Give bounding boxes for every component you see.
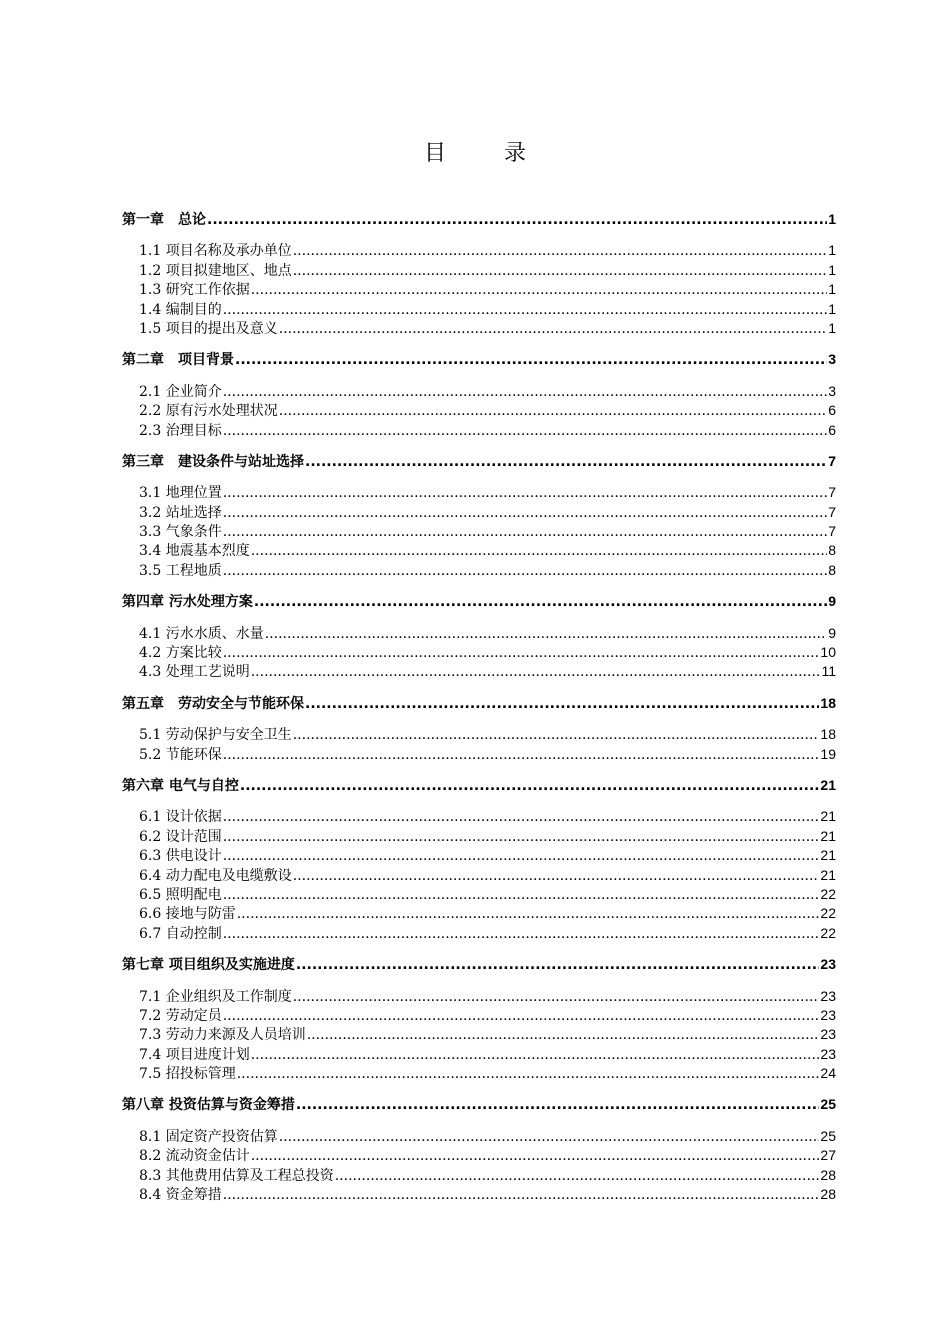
toc-section-entry[interactable] bbox=[122, 522, 836, 541]
dot-leader bbox=[293, 988, 820, 1007]
toc-chapter-entry[interactable] bbox=[122, 776, 836, 795]
dot-leader bbox=[293, 262, 827, 281]
toc-entry-page-number: 6 bbox=[828, 421, 836, 438]
toc-entry-label: 3.1 地理位置 bbox=[139, 485, 222, 502]
dot-leader bbox=[251, 542, 827, 561]
dot-leader bbox=[251, 1046, 820, 1065]
toc-entry-label: 8.3 其他费用估算及工程总投资 bbox=[139, 1167, 334, 1184]
toc-section-entry[interactable] bbox=[122, 924, 836, 943]
toc-entry-page-number: 23 bbox=[820, 956, 836, 973]
toc-entry-page-number: 22 bbox=[820, 924, 836, 941]
toc-section-entry[interactable] bbox=[122, 807, 836, 826]
toc-section-entry[interactable] bbox=[122, 725, 836, 744]
toc-entry-page-number: 1 bbox=[828, 319, 836, 336]
dot-leader bbox=[251, 281, 827, 300]
toc-entry-page-number: 7 bbox=[828, 452, 836, 469]
toc-section-entry[interactable] bbox=[122, 241, 836, 260]
toc-section-entry[interactable] bbox=[122, 561, 836, 580]
dot-leader bbox=[223, 484, 827, 503]
toc-entry-page-number: 9 bbox=[828, 593, 836, 610]
toc-entry-label: 6.1 设计依据 bbox=[139, 809, 222, 826]
dot-leader bbox=[240, 777, 820, 796]
toc-entry-label: 7.4 项目进度计划 bbox=[139, 1046, 250, 1063]
toc-entry-label: 6.5 照明配电 bbox=[139, 886, 222, 903]
toc-entry-page-number: 28 bbox=[820, 1186, 836, 1203]
toc-entry-label: 8.1 固定资产投资估算 bbox=[139, 1128, 278, 1145]
toc-entry-label: 6.3 供电设计 bbox=[139, 848, 222, 865]
toc-entry-page-number: 28 bbox=[820, 1166, 836, 1183]
dot-leader bbox=[223, 422, 827, 441]
toc-entry-page-number: 19 bbox=[820, 745, 836, 762]
toc-entry-label: 第一章 总论 bbox=[122, 212, 206, 228]
toc-section-entry[interactable] bbox=[122, 1064, 836, 1083]
toc-entry-label: 1.3 研究工作依据 bbox=[139, 282, 250, 299]
toc-entry-page-number: 11 bbox=[821, 663, 836, 680]
toc-section-entry[interactable] bbox=[122, 643, 836, 662]
toc-entry-label: 第七章 项目组织及实施进度 bbox=[122, 957, 295, 974]
dot-leader bbox=[223, 808, 820, 827]
dot-leader bbox=[279, 1128, 820, 1147]
toc-section-entry[interactable] bbox=[122, 319, 836, 338]
toc-entry-page-number: 3 bbox=[828, 382, 836, 399]
toc-section-entry[interactable] bbox=[122, 1025, 836, 1044]
toc-title-char-2: 录 bbox=[504, 141, 527, 166]
toc-entry-label: 1.1 项目名称及承办单位 bbox=[139, 243, 292, 260]
toc-section-entry[interactable] bbox=[122, 300, 836, 319]
dot-leader bbox=[207, 211, 827, 230]
toc-entry-page-number: 1 bbox=[828, 261, 836, 278]
dot-leader bbox=[293, 726, 820, 745]
toc-section-entry[interactable] bbox=[122, 745, 836, 764]
toc-entry-label: 1.4 编制目的 bbox=[139, 301, 222, 318]
toc-entry-page-number: 8 bbox=[828, 561, 836, 578]
toc-section-entry[interactable] bbox=[122, 1006, 836, 1025]
toc-section-entry[interactable] bbox=[122, 885, 836, 904]
toc-entry-page-number: 18 bbox=[820, 694, 836, 711]
dot-leader bbox=[223, 886, 820, 905]
toc-entry-page-number: 18 bbox=[820, 726, 836, 743]
toc-entry-page-number: 1 bbox=[828, 300, 836, 317]
dot-leader bbox=[223, 383, 827, 402]
dot-leader bbox=[223, 925, 820, 944]
toc-title-char-1: 目 bbox=[423, 141, 446, 166]
toc-entry-page-number: 23 bbox=[820, 1045, 836, 1062]
toc-entry-label: 2.1 企业简介 bbox=[139, 383, 222, 400]
toc-chapter-entry[interactable] bbox=[122, 210, 836, 229]
toc-entry-page-number: 1 bbox=[828, 242, 836, 259]
dot-leader bbox=[307, 1026, 820, 1045]
toc-entry-label: 第八章 投资估算与资金筹措 bbox=[122, 1097, 295, 1114]
toc-entry-page-number: 23 bbox=[820, 1006, 836, 1023]
toc-entry-label: 第六章 电气与自控 bbox=[122, 777, 239, 794]
dot-leader bbox=[293, 242, 827, 261]
toc-section-entry[interactable] bbox=[122, 401, 836, 420]
toc-entry-label: 7.2 劳动定员 bbox=[139, 1007, 222, 1024]
toc-section-entry[interactable] bbox=[122, 1146, 836, 1165]
toc-entry-label: 3.3 气象条件 bbox=[139, 524, 222, 541]
toc-entry-page-number: 22 bbox=[820, 905, 836, 922]
dot-leader bbox=[223, 504, 827, 523]
toc-entry-page-number: 3 bbox=[828, 351, 836, 368]
toc-section-entry[interactable] bbox=[122, 421, 836, 440]
toc-entry-page-number: 22 bbox=[820, 885, 836, 902]
toc-entry-page-number: 25 bbox=[820, 1096, 836, 1113]
toc-section-entry[interactable] bbox=[122, 904, 836, 923]
toc-entry-page-number: 21 bbox=[820, 847, 836, 864]
toc-entry-label: 4.3 处理工艺说明 bbox=[139, 664, 250, 681]
dot-leader bbox=[223, 746, 820, 765]
toc-section-entry[interactable] bbox=[122, 866, 836, 885]
toc-entry-label: 5.2 节能环保 bbox=[139, 746, 222, 763]
toc-entry-page-number: 23 bbox=[820, 987, 836, 1004]
toc-entry-label: 3.5 工程地质 bbox=[139, 562, 222, 579]
dot-leader bbox=[305, 453, 827, 472]
dot-leader bbox=[223, 644, 820, 663]
toc-entry-page-number: 7 bbox=[828, 503, 836, 520]
table-of-contents bbox=[122, 210, 836, 1204]
toc-entry-label: 3.4 地震基本烈度 bbox=[139, 543, 250, 560]
toc-entry-page-number: 21 bbox=[820, 827, 836, 844]
toc-entry-page-number: 21 bbox=[820, 808, 836, 825]
toc-entry-label: 7.1 企业组织及工作制度 bbox=[139, 988, 292, 1005]
toc-section-entry[interactable] bbox=[122, 987, 836, 1006]
toc-title bbox=[0, 136, 950, 167]
dot-leader bbox=[235, 351, 827, 370]
toc-section-entry[interactable] bbox=[122, 1045, 836, 1064]
toc-section-entry[interactable] bbox=[122, 503, 836, 522]
toc-entry-label: 1.5 项目的提出及意义 bbox=[139, 320, 278, 337]
toc-entry-label: 4.1 污水水质、水量 bbox=[139, 625, 264, 642]
toc-section-entry[interactable] bbox=[122, 662, 836, 681]
dot-leader bbox=[279, 320, 827, 339]
toc-section-entry[interactable] bbox=[122, 483, 836, 502]
toc-entry-page-number: 23 bbox=[820, 1026, 836, 1043]
dot-leader bbox=[293, 867, 820, 886]
toc-entry-label: 8.2 流动资金估计 bbox=[139, 1148, 250, 1165]
dot-leader bbox=[237, 1065, 820, 1084]
dot-leader bbox=[223, 1186, 820, 1205]
toc-entry-page-number: 7 bbox=[828, 484, 836, 501]
toc-section-entry[interactable] bbox=[122, 280, 836, 299]
toc-entry-label: 2.3 治理目标 bbox=[139, 422, 222, 439]
toc-entry-label: 5.1 劳动保护与安全卫生 bbox=[139, 727, 292, 744]
toc-entry-label: 第二章 项目背景 bbox=[122, 352, 234, 369]
dot-leader bbox=[251, 663, 821, 682]
dot-leader bbox=[279, 402, 827, 421]
toc-entry-page-number: 24 bbox=[820, 1065, 836, 1082]
toc-entry-page-number: 21 bbox=[820, 866, 836, 883]
toc-entry-page-number: 27 bbox=[820, 1147, 836, 1164]
toc-entry-label: 6.7 自动控制 bbox=[139, 925, 222, 942]
dot-leader bbox=[254, 593, 827, 612]
toc-section-entry[interactable] bbox=[122, 827, 836, 846]
dot-leader bbox=[223, 301, 827, 320]
toc-entry-page-number: 21 bbox=[820, 776, 836, 793]
toc-entry-label: 6.6 接地与防雷 bbox=[139, 906, 236, 923]
dot-leader bbox=[335, 1167, 820, 1186]
toc-chapter-entry[interactable] bbox=[122, 452, 836, 471]
toc-entry-label: 2.2 原有污水处理状况 bbox=[139, 403, 278, 420]
toc-entry-label: 8.4 资金筹措 bbox=[139, 1187, 222, 1204]
dot-leader bbox=[223, 847, 820, 866]
toc-entry-label: 第五章 劳动安全与节能环保 bbox=[122, 695, 304, 712]
toc-entry-page-number: 10 bbox=[820, 644, 836, 661]
toc-section-entry[interactable] bbox=[122, 541, 836, 560]
dot-leader bbox=[223, 828, 820, 847]
toc-entry-page-number: 9 bbox=[828, 624, 836, 641]
toc-section-entry[interactable] bbox=[122, 1127, 836, 1146]
toc-entry-label: 第四章 污水处理方案 bbox=[122, 594, 253, 611]
toc-section-entry[interactable] bbox=[122, 1185, 836, 1204]
toc-entry-page-number: 8 bbox=[828, 542, 836, 559]
toc-entry-page-number: 25 bbox=[820, 1127, 836, 1144]
toc-entry-label: 3.2 站址选择 bbox=[139, 504, 222, 521]
dot-leader bbox=[265, 625, 827, 644]
toc-entry-label: 7.5 招投标管理 bbox=[139, 1066, 236, 1083]
toc-entry-label: 7.3 劳动力来源及人员培训 bbox=[139, 1027, 306, 1044]
toc-chapter-entry[interactable] bbox=[122, 1095, 836, 1114]
toc-entry-page-number: 1 bbox=[828, 211, 836, 227]
dot-leader bbox=[251, 1147, 820, 1166]
dot-leader bbox=[296, 956, 820, 975]
toc-entry-label: 1.2 项目拟建地区、地点 bbox=[139, 262, 292, 279]
dot-leader bbox=[296, 1096, 820, 1115]
toc-entry-label: 4.2 方案比较 bbox=[139, 645, 222, 662]
toc-chapter-entry[interactable] bbox=[122, 592, 836, 611]
toc-section-entry[interactable] bbox=[122, 261, 836, 280]
toc-section-entry[interactable] bbox=[122, 846, 836, 865]
toc-chapter-entry[interactable] bbox=[122, 955, 836, 974]
toc-entry-page-number: 6 bbox=[828, 402, 836, 419]
dot-leader bbox=[237, 905, 820, 924]
toc-entry-label: 6.4 动力配电及电缆敷设 bbox=[139, 867, 292, 884]
toc-section-entry[interactable] bbox=[122, 382, 836, 401]
toc-entry-label: 第三章 建设条件与站址选择 bbox=[122, 453, 304, 470]
toc-entry-page-number: 1 bbox=[828, 281, 836, 298]
toc-chapter-entry[interactable] bbox=[122, 694, 836, 713]
toc-chapter-entry[interactable] bbox=[122, 350, 836, 369]
toc-section-entry[interactable] bbox=[122, 1166, 836, 1185]
toc-entry-label: 6.2 设计范围 bbox=[139, 828, 222, 845]
dot-leader bbox=[223, 523, 827, 542]
dot-leader bbox=[223, 1007, 820, 1026]
toc-entry-page-number: 7 bbox=[828, 523, 836, 540]
dot-leader bbox=[223, 562, 827, 581]
toc-section-entry[interactable] bbox=[122, 624, 836, 643]
dot-leader bbox=[305, 695, 819, 714]
